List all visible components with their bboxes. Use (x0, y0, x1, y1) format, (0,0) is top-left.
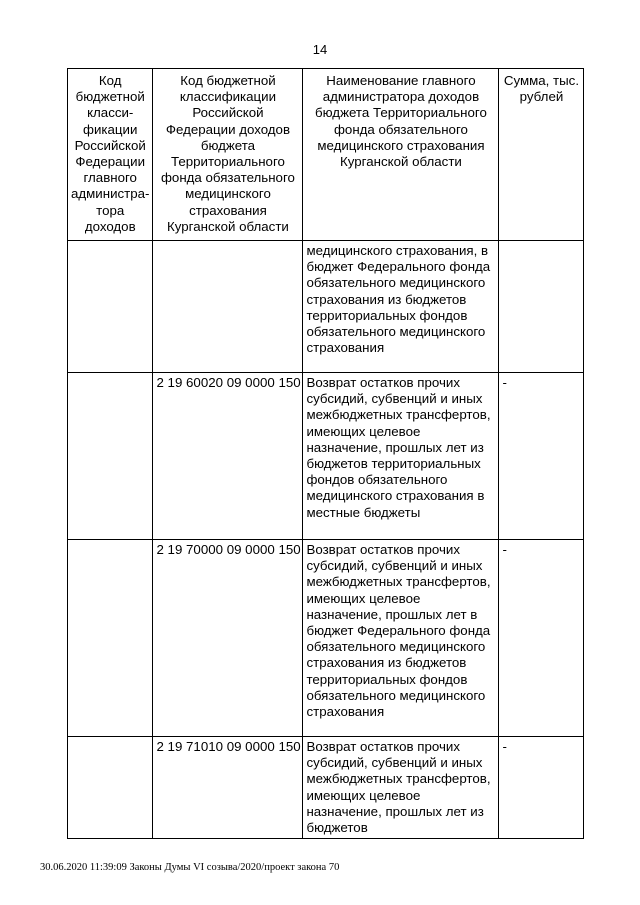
cell-kbk: 2 19 71010 09 0000 150 (153, 737, 303, 839)
page-number: 14 (312, 42, 328, 57)
cell-name: медицинского страхования, в бюджет Федерального фонда обязательного медицинского страхования из бюджетов территориальных фондов обязательного медицинского страхования (303, 241, 499, 373)
table-row (68, 373, 584, 540)
header-kbk: Код бюджетной классификации Российской Федерации доходов бюджета Территориального фонда обязательного медицинского страхования Курганской области (153, 69, 303, 241)
cell-sum: - (499, 737, 584, 839)
cell-sum: - (499, 540, 584, 737)
cell-name: Возврат остатков прочих субсидий, субвенций и иных межбюджетных трансфертов, имеющих целевое назначение, прошлых лет из бюджетов территориальных фондов обязательного медицинского страхования в местные бюджеты (303, 373, 499, 540)
cell-admin-code (68, 241, 153, 373)
cell-kbk: 2 19 60020 09 0000 150 (153, 373, 303, 540)
cell-admin-code (68, 373, 153, 540)
table-header-row (68, 69, 584, 241)
header-admin-code: Код бюджетной класси- фикации Российской Федерации главного администра- тора доходов (68, 69, 153, 241)
cell-sum (499, 241, 584, 373)
cell-admin-code (68, 737, 153, 839)
document-footer: 30.06.2020 11:39:09 Законы Думы VI созыва/2020/проект закона 70 (40, 862, 340, 873)
table-row (68, 737, 584, 839)
cell-kbk (153, 241, 303, 373)
table-row (68, 540, 584, 737)
header-sum: Сумма, тыс. рублей (499, 69, 584, 241)
cell-name: Возврат остатков прочих субсидий, субвенций и иных межбюджетных трансфертов, имеющих целевое назначение, прошлых лет в бюджет Федерального фонда обязательного медицинского страхования из бюджетов территориальных фондов обязательного медицинского страхования (303, 540, 499, 737)
cell-kbk: 2 19 70000 09 0000 150 (153, 540, 303, 737)
budget-table (67, 68, 584, 839)
cell-name: Возврат остатков прочих субсидий, субвенций и иных межбюджетных трансфертов, имеющих целевое назначение, прошлых лет из бюджетов (303, 737, 499, 839)
cell-admin-code (68, 540, 153, 737)
table-row (68, 241, 584, 373)
cell-sum: - (499, 373, 584, 540)
header-admin-name: Наименование главного администратора доходов бюджета Территориального фонда обязательного медицинского страхования Курганской области (303, 69, 499, 241)
